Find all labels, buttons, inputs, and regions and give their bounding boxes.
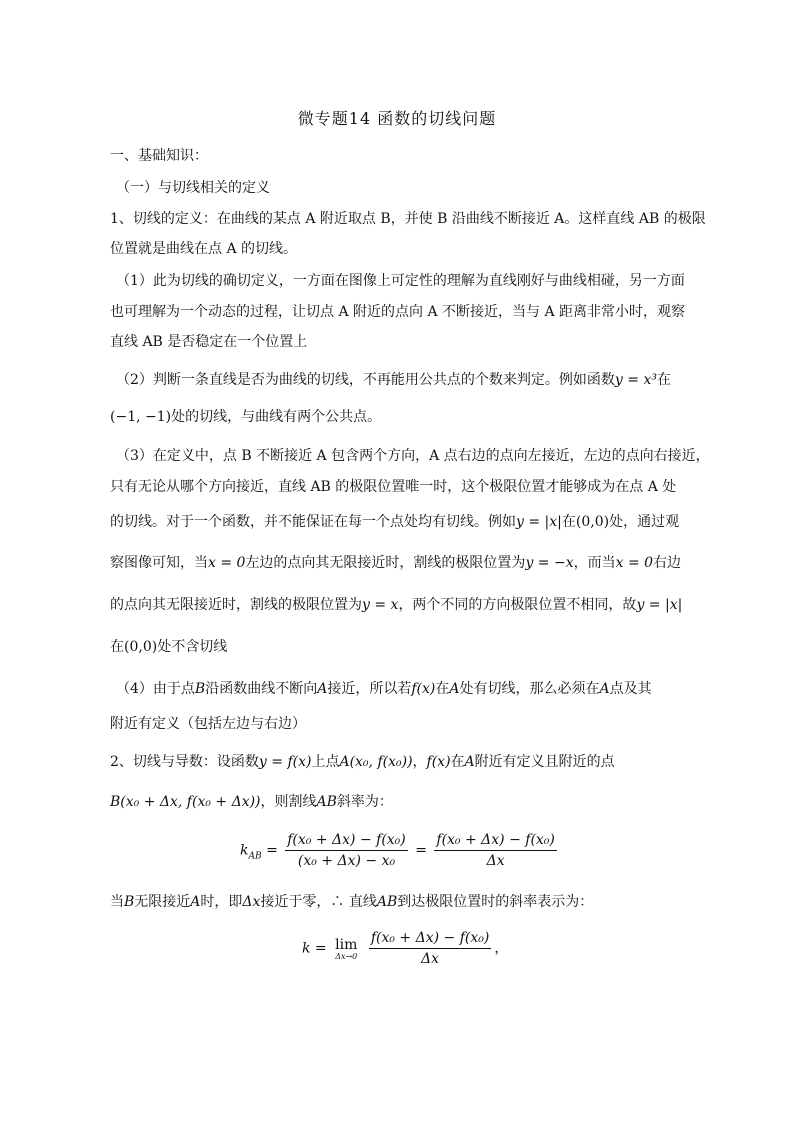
math-expression: f(x) bbox=[426, 754, 451, 770]
text-run: 沿函数曲线不断向 bbox=[205, 681, 318, 697]
equals-sign: = bbox=[266, 842, 278, 859]
text-run: ， bbox=[494, 940, 509, 957]
text-run: 点及其 bbox=[609, 681, 652, 697]
fraction-denominator: Δx bbox=[434, 850, 557, 869]
text-run: 在 bbox=[450, 754, 465, 770]
math-expression: y = |x| bbox=[516, 514, 562, 530]
math-expression: k bbox=[240, 842, 249, 859]
text-run: 在 bbox=[561, 514, 576, 530]
paragraph-line bbox=[110, 407, 381, 427]
paragraph-line: 也可理解为一个动态的过程，让切点 A 附近的点向 A 不断接近，当与 A 距离非常小时，观察 bbox=[110, 304, 686, 320]
fraction bbox=[285, 832, 408, 869]
math-expression: (0,0) bbox=[124, 639, 158, 655]
paragraph-line bbox=[116, 370, 671, 390]
paragraph-line bbox=[110, 792, 393, 812]
text-run: （4）由于点 bbox=[116, 681, 195, 697]
math-expression: y = |x| bbox=[636, 597, 683, 613]
text-run: 斜率为： bbox=[336, 794, 393, 810]
text-run: 察图像可知，当 bbox=[110, 555, 208, 571]
equals-sign: = bbox=[415, 842, 427, 859]
paragraph-line: 附近有定义（包括左边与右边） bbox=[110, 716, 306, 732]
math-expression: B bbox=[194, 681, 206, 697]
text-run: ，则割线 bbox=[260, 794, 317, 810]
math-expression: A(x₀, f(x₀)) bbox=[339, 754, 413, 770]
math-expression: (0,0) bbox=[575, 514, 610, 530]
math-expression: (−1, −1) bbox=[110, 409, 172, 425]
paragraph-line: 1、切线的定义：在曲线的某点 A 附近取点 B，并使 B 沿曲线不断接近 A。这样直线 AB 的极限 bbox=[110, 211, 706, 227]
fraction bbox=[369, 930, 492, 967]
text-run: 上点 bbox=[311, 754, 340, 770]
math-expression: A bbox=[190, 894, 201, 910]
math-expression: B bbox=[124, 894, 135, 910]
subsection-heading: （一）与切线相关的定义 bbox=[116, 180, 270, 196]
limit-operator bbox=[335, 937, 357, 961]
text-run: ，两个不同的方向极限位置不相同，故 bbox=[398, 597, 637, 613]
paragraph-line: 只有无论从哪个方向接近，直线 AB 的极限位置唯一时，这个极限位置才能够成为在点 A 处 bbox=[110, 479, 677, 495]
page-title: 微专题14 函数的切线问题 bbox=[297, 109, 497, 128]
limit-symbol: lim bbox=[335, 936, 358, 953]
paragraph-line bbox=[110, 553, 681, 573]
math-expression: AB bbox=[316, 794, 337, 810]
math-expression: y = −x bbox=[525, 555, 574, 571]
text-run: 2、切线与导数：设函数 bbox=[110, 754, 259, 770]
math-expression: A bbox=[317, 681, 328, 697]
fraction-numerator: f(x₀ + Δx) − f(x₀) bbox=[370, 930, 490, 946]
text-run: 在 bbox=[435, 681, 450, 697]
paragraph-line bbox=[116, 679, 652, 699]
paragraph-line bbox=[110, 512, 679, 532]
math-expression: A bbox=[464, 754, 475, 770]
math-subscript: AB bbox=[248, 851, 262, 862]
limit-subscript: Δx→0 bbox=[335, 951, 358, 961]
text-run: 处有切线，那么必须在 bbox=[459, 681, 600, 697]
fraction bbox=[434, 832, 557, 869]
paragraph-line: 直线 AB 是否稳定在一个位置上 bbox=[110, 334, 308, 350]
math-expression: B(x₀ + Δx, f(x₀ + Δx)) bbox=[110, 794, 261, 810]
text-run: 接近，所以若 bbox=[327, 681, 412, 697]
paragraph-line: （1）此为切线的确切定义，一方面在图像上可定性的理解为直线刚好与曲线相碰，另一方面 bbox=[116, 273, 685, 289]
math-expression: y = x³ bbox=[614, 372, 657, 388]
math-expression: f(x) bbox=[411, 681, 436, 697]
math-expression: x = 0 bbox=[615, 555, 654, 571]
fraction-numerator: f(x₀ + Δx) − f(x₀) bbox=[436, 832, 555, 848]
paragraph-line bbox=[110, 595, 682, 615]
math-expression: y = f(x) bbox=[258, 754, 312, 770]
text-run: 右边 bbox=[653, 555, 682, 571]
math-expression: AB bbox=[376, 894, 398, 910]
text-run: ， bbox=[412, 754, 427, 770]
text-run: 左边的点向其无限接近时，割线的极限位置为 bbox=[245, 555, 526, 571]
text-run: 接近于零，∴ 直线 bbox=[260, 894, 377, 910]
text-run: （2）判断一条直线是否为曲线的切线，不再能用公共点的个数来判定。例如函数 bbox=[116, 372, 615, 388]
paragraph-line bbox=[110, 752, 615, 772]
math-expression: y = x bbox=[362, 597, 399, 613]
text-run: 当 bbox=[110, 894, 124, 910]
fraction-denominator: Δx bbox=[369, 948, 492, 967]
math-expression: A bbox=[599, 681, 610, 697]
text-run: 在 bbox=[656, 372, 671, 388]
paragraph-line bbox=[110, 892, 593, 912]
text-run: 处的切线，与曲线有两个公共点。 bbox=[171, 409, 382, 425]
text-run: 到达极限位置时的斜率表示为： bbox=[397, 894, 594, 910]
slope-equation bbox=[240, 832, 560, 869]
text-run: 在 bbox=[110, 639, 124, 655]
math-expression: Δx bbox=[242, 894, 261, 910]
text-run: 处不含切线 bbox=[157, 639, 228, 655]
text-run: 处，通过观 bbox=[609, 514, 680, 530]
text-run: 附近有定义且附近的点 bbox=[474, 754, 615, 770]
derivative-equation bbox=[302, 930, 508, 967]
math-expression: A bbox=[449, 681, 460, 697]
math-expression: k = bbox=[302, 940, 332, 957]
text-run: ，而当 bbox=[573, 555, 616, 571]
section-heading: 一、基础知识： bbox=[110, 148, 208, 164]
fraction-numerator: f(x₀ + Δx) − f(x₀) bbox=[287, 832, 406, 848]
paragraph-line: （3）在定义中，点 B 不断接近 A 包含两个方向，A 点右边的点向左接近，左边的点向右接近， bbox=[116, 448, 710, 464]
paragraph-line bbox=[110, 637, 227, 657]
fraction-denominator: (x₀ + Δx) − x₀ bbox=[285, 850, 408, 869]
text-run: 的切线。对于一个函数，并不能保证在每一个点处均有切线。例如 bbox=[110, 514, 516, 530]
text-run: 无限接近 bbox=[134, 894, 191, 910]
text-run: 时，即 bbox=[200, 894, 243, 910]
text-run: 的点向其无限接近时，割线的极限位置为 bbox=[110, 597, 362, 613]
math-expression: x = 0 bbox=[208, 555, 246, 571]
paragraph-line: 位置就是曲线在点 A 的切线。 bbox=[110, 241, 298, 257]
